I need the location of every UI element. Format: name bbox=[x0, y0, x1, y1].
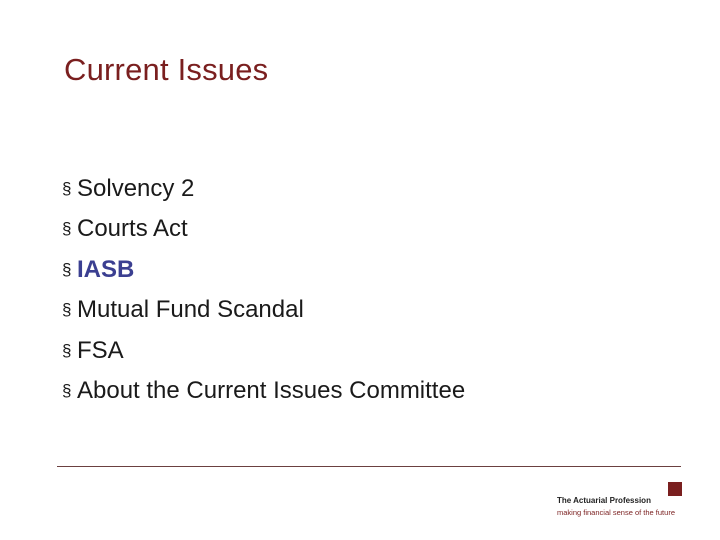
slide-title: Current Issues bbox=[64, 52, 269, 87]
logo-square-icon bbox=[668, 482, 682, 496]
bullet-item bbox=[62, 175, 465, 215]
bullet-marker: § bbox=[62, 179, 72, 198]
bullet-item bbox=[62, 296, 465, 336]
footer-divider bbox=[57, 466, 681, 467]
actuarial-profession-logo bbox=[552, 479, 702, 519]
logo-name: The Actuarial Profession bbox=[557, 496, 651, 505]
bullet-label: FSA bbox=[77, 336, 124, 364]
bullet-label: IASB bbox=[77, 255, 135, 283]
bullet-item-highlighted bbox=[62, 256, 465, 296]
bullet-label: Mutual Fund Scandal bbox=[77, 296, 304, 324]
logo-tagline: making financial sense of the future bbox=[557, 508, 675, 517]
bullet-item bbox=[62, 337, 465, 377]
bullet-marker: § bbox=[62, 259, 72, 279]
bullet-label: Solvency 2 bbox=[77, 175, 195, 202]
bullet-list bbox=[62, 175, 465, 417]
bullet-label: About the Current Issues Committee bbox=[77, 376, 466, 404]
bullet-marker: § bbox=[62, 300, 72, 320]
bullet-marker: § bbox=[62, 380, 72, 400]
bullet-marker: § bbox=[62, 219, 72, 239]
bullet-marker: § bbox=[62, 340, 72, 360]
bullet-label: Courts Act bbox=[77, 215, 188, 243]
bullet-item bbox=[62, 377, 465, 417]
bullet-item bbox=[62, 215, 465, 255]
